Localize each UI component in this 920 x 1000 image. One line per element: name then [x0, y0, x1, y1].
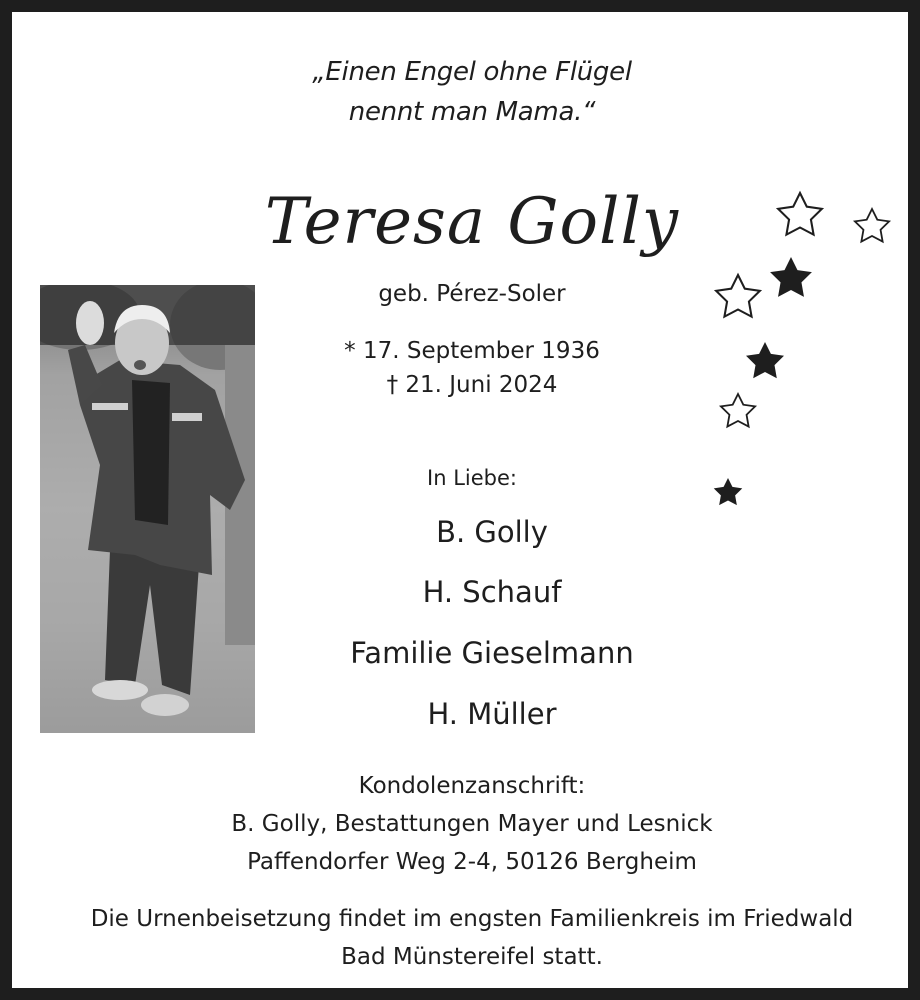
condolence-address [12, 767, 920, 881]
quote-line-1: „Einen Engel ohne Flügel [312, 57, 632, 87]
star-outline-icon [716, 275, 760, 317]
waving-hand [76, 301, 104, 345]
condolence-line-2: Paffendorfer Weg 2-4, 50126 Bergheim [247, 849, 697, 875]
quote-line-2: nennt man Mama.“ [348, 97, 596, 127]
burial-notice [12, 900, 920, 976]
star-outline-icon [778, 193, 822, 235]
star-outline-icon [855, 209, 889, 242]
condolence-label: Kondolenzanschrift: [358, 773, 586, 799]
stars-decoration [700, 180, 900, 520]
birth-name: geb. Pérez-Soler [378, 281, 566, 307]
star-filled-icon [770, 257, 812, 297]
star-filled-icon [746, 342, 784, 378]
star-outline-icon [721, 394, 755, 427]
deceased-name: Teresa Golly [264, 185, 680, 259]
shoe [141, 694, 189, 716]
shirt [132, 380, 170, 525]
quote [12, 52, 920, 132]
burial-line-2: Bad Münstereifel statt. [341, 944, 603, 970]
condolence-line-1: B. Golly, Bestattungen Mayer und Lesnick [231, 811, 713, 837]
burial-line-1: Die Urnenbeisetzung findet im engsten Familienkreis im Friedwald [90, 906, 854, 932]
reflective-stripe [172, 413, 202, 421]
in-love-label: In Liebe: [427, 466, 517, 490]
reflective-stripe [92, 403, 128, 410]
life-dates [312, 334, 632, 402]
star-filled-icon [714, 478, 743, 505]
shoe [92, 680, 148, 700]
deceased-photo [40, 285, 255, 733]
mouth [134, 360, 146, 370]
mourner: B. Golly [436, 515, 548, 549]
death-date: † 21. Juni 2024 [386, 372, 558, 398]
woman-waving-photo [40, 285, 255, 733]
birth-date: * 17. September 1936 [344, 338, 600, 364]
mourner: H. Schauf [422, 575, 562, 609]
mourner: Familie Gieselmann [350, 636, 634, 670]
mourner: H. Müller [427, 697, 557, 731]
